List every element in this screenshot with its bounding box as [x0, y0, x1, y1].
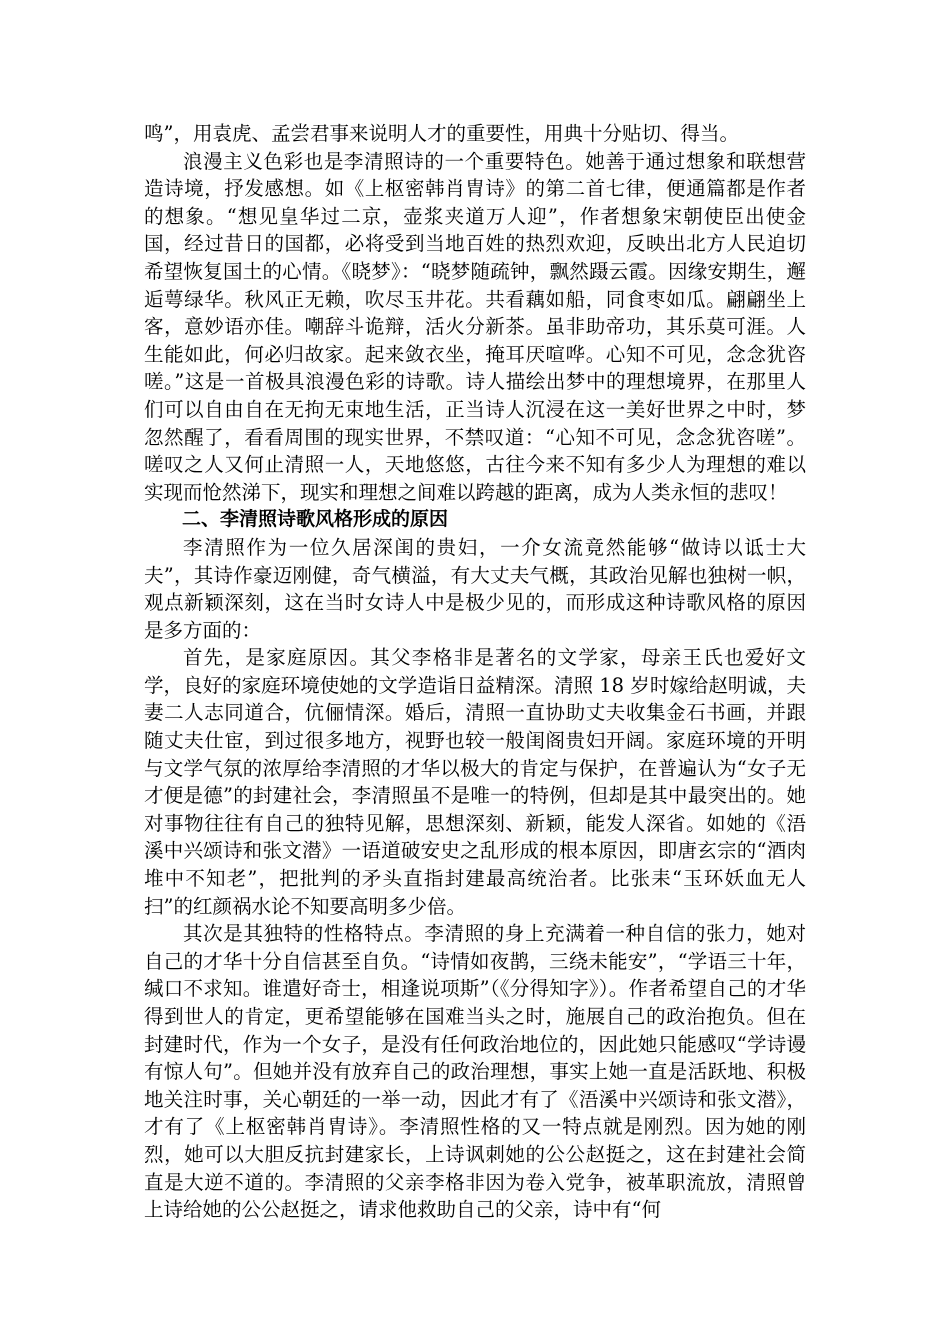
- paragraph-family-reason: 首先，是家庭原因。其父李格非是著名的文学家，母亲王氏也爱好文学，良好的家庭环境使她的文学造诣日益精深。清照 18 岁时嫁给赵明诚，夫妻二人志同道合，伉俪情深。婚后，清照一直协助丈夫收集金石书画，并跟随丈夫仕宦，到过很多地方，视野也较一般闺阁贵妇开阔。家庭环境的开明与文学气氛的浓厚给李清照的才华以极大的肯定与保护，在普遍认为“女子无才便是德”的封建社会，李清照虽不是唯一的特例，但却是其中最突出的。她对事物往往有自己的独特见解，思想深刻、新颖，能发人深省。如她的《浯溪中兴颂诗和张文潜》一语道破安史之乱形成的根本原因，即唐玄宗的“酒肉堆中不知老”，把批判的矛头直指封建最高统治者。比张耒“玉环妖血无人扫”的红颜祸水论不知要高明多少倍。: [144, 646, 806, 918]
- paragraph-intro-causes: 李清照作为一位久居深闺的贵妇，一介女流竟然能够“做诗以诋士大夫”，其诗作豪迈刚健，奇气横溢，有大丈夫气概，其政治见解也独树一帜，观点新颖深刻，这在当时女诗人中是极少见的，而形成这种诗歌风格的原因是多方面的：: [144, 535, 806, 642]
- paragraph-romanticism: 浪漫主义色彩也是李清照诗的一个重要特色。她善于通过想象和联想营造诗境，抒发感想。如《上枢密韩肖胄诗》的第二首七律，便通篇都是作者的想象。“想见皇华过二京，壶浆夹道万人迎”，作者想象宋朝使臣出使金国，经过昔日的国都，必将受到当地百姓的热烈欢迎，反映出北方人民迫切希望恢复国土的心情。《晓梦》：“晓梦随疏钟，飘然蹑云霞。因缘安期生，邂逅萼绿华。秋风正无赖，吹尽玉井花。共看藕如船，同食枣如瓜。翩翩坐上客，意妙语亦佳。嘲辞斗诡辩，活火分新茶。虽非助帝功，其乐莫可涯。人生能如此，何必归故家。起来敛衣坐，掩耳厌喧哗。心知不可见，念念犹咨嗟。”这是一首极具浪漫色彩的诗歌。诗人描绘出梦中的理想境界，在那里人们可以自由自在无拘无束地生活，正当诗人沉浸在这一美好世界之中时，梦忽然醒了，看看周围的现实世界，不禁叹道：“心知不可见，念念犹咨嗟”。嗟叹之人又何止清照一人，天地悠悠，古往今来不知有多少人为理想的难以实现而怆然涕下，现实和理想之间难以跨越的距离，成为人类永恒的悲叹！: [144, 149, 806, 504]
- paragraph-continuation: 鸣”，用袁虎、孟尝君事来说明人才的重要性，用典十分贴切、得当。: [144, 122, 739, 145]
- document-page: [144, 120, 806, 1224]
- paragraph-personality-reason: 其次是其独特的性格特点。李清照的身上充满着一种自信的张力，她对自己的才华十分自信甚至自负。“诗情如夜鹊，三绕未能安”，“学语三十年，缄口不求知。谁遣好奇士，相逢说项斯”（《分得知字》）。作者希望自己的才华得到世人的肯定，更希望能够在国难当头之时，施展自己的政治抱负。但在封建时代，作为一个女子，是没有任何政治地位的，因此她只能感叹“学诗谩有惊人句”。但她并没有放弃自己的政治理想，事实上她一直是活跃地、积极地关注时事，关心朝廷的一举一动，因此才有了《浯溪中兴颂诗和张文潜》，才有了《上枢密韩肖胄诗》。李清照性格的又一特点就是刚烈。因为她的刚烈，她可以大胆反抗封建家长，上诗讽刺她的公公赵挺之，这在封建社会简直是大逆不道的。李清照的父亲李格非因为卷入党争，被革职流放，清照曾上诗给她的公公赵挺之，请求他救助自己的父亲，诗中有“何: [144, 922, 806, 1222]
- section-heading: 二、李清照诗歌风格形成的原因: [182, 508, 449, 531]
